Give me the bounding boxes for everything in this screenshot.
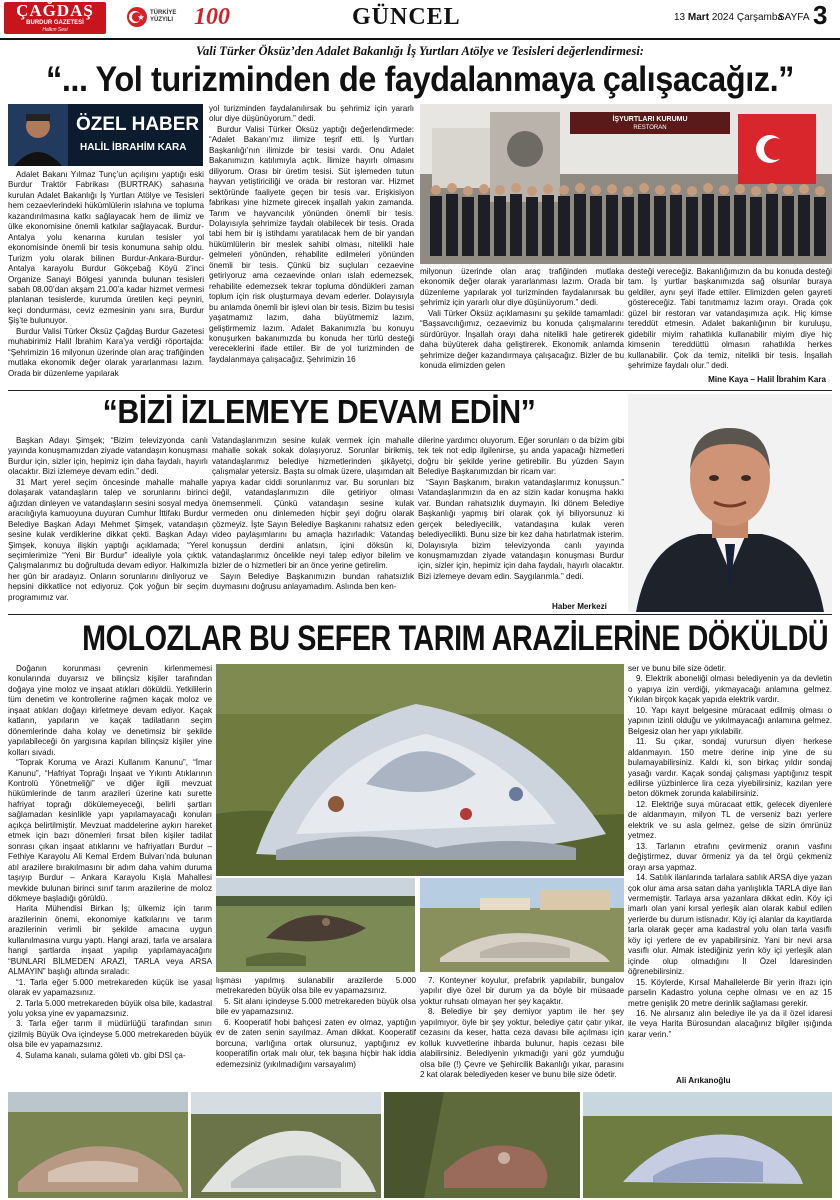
rubble-photo-bottom-2 [191, 1092, 381, 1198]
article3-column-3 [420, 976, 624, 1090]
badge-title: ÖZEL HABER [76, 114, 200, 135]
article2-col1b-text: 31 Mart yerel seçim öncesinde mahalle mahalle dolaşarak vatandaşların talep ve sorunlarını birinci ağızdan dinleyen ve vatandaşların sesini sosyal medya aracılığıyla kamuoyuna duyuran Cumhur İttifakı Burdur Belediye Başkan Adayı Mehmet Şimşek, vatandaşın sesine kulak verdiklerine dikkat çekti. Başkan Adayı Şimşek, konuya ilişkin yaptığı açıklamada; “Yerel seçimlerimize “Yeni Bir Burdur” idealiyle yola çıktık. Çalışmalarımız bu doğrultuda devam ediyor. Halkımızla her gün bir aradayız. Onların sorunlarını dinliyoruz ve hepsini dikkatlice not ediyoruz. Çok yoğun bir seçim programımız var. [8, 477, 208, 602]
article3-col1f-text: 3. Tarla eğer tarım il müdürlüğü tarafından sınırı çizilmiş Büyük Ova içindeyse 5.000 metrekareden büyük olsa bile ev yapamazsınız. [8, 1019, 212, 1050]
photo-sign-text: İŞYURTLARI KURUMU [612, 116, 688, 123]
article1-col2-text: yol turizminden faydalanılırsak bu şehrimiz için yararlı olur diye düşünüyorum.” dedi. [209, 104, 414, 124]
century-logo [194, 3, 248, 33]
date-weekday: Çarşamba [736, 12, 783, 23]
article3-col4b-text: 9. Elektrik aboneliği olması belediyenin ya da devletin o yapıya izin verdiği, yıkmayacağı anlamına gelmez. Yıkılan birçok kaçak yapıda elektrik vardır. [628, 674, 832, 705]
article3-col4g-text: 14. Satılık ilanlarında tarlalara satılık ARSA diye yazan çok olur ama arsa satan daha yanlışlıkla TARLA diye ilan vermemiştir. Tarlaya arsa yazanlara dikkat edin. Köy içi imarlı olan yani kırsal yerleşik alan olarak kabul edilen yerlerde bu durum istisnadır. Köy içi alanlar da kayıtlarda tarla olarak geçer ama kadastral yolu olan tarla vasıflı köy içi yerlere de ev yapabilirsiniz. Yani bir nevi arsa vasıflı olur. Almak istediğiniz yerin köy içi yerleşik alan içinde olup olmadığını İl Özel İdaresinden öğrenebilirsiniz. [628, 873, 832, 977]
article1-column-3 [420, 267, 624, 387]
article3-col4e-text: 12. Elektriğe suya müracaat ettik, gelecek diyenlere de aldanmayın, milyon TL de verseniz bazı yerlere elektrik ve su asla gelmez, gelse de sizin ömrünüz yetmez. [628, 799, 832, 841]
reporter-portrait-icon [8, 104, 68, 166]
article2-headline: “BİZİ İZLEMEYE DEVAM EDİN” [102, 393, 536, 430]
article3-col4c-text: 10. Yapı kayıt belgesine müracaat edilmiş olması o yapının izinli olduğu ve yıkılmayacağı anlamına gelmez. Belgesiz olan her yapı yıkılabilir. [628, 705, 832, 736]
rubble-photo-main [216, 664, 624, 876]
article3-col2b-text: 5. Sit alanı içindeyse 5.000 metrekareden büyük olsa bile ev yapamazsınız. [216, 996, 416, 1017]
article3-col2-text: lışması yapılmış sulanabilir arazilerde 5.000 metrekareden büyük olsa bile ev yapamazsınız. [216, 976, 416, 996]
article1-col3b-text: Vali Türker Öksüz açıklamasını şu şekilde tamamladı: “Başsavcılığımız, cezaevimiz bu konuda çalışmalarını sürdürüyor. İnşallah orayı daha nitelikli hale getirerek daha büyüterek daha geliştirerek. Ekonomik anlamda şehrimize değer kazandırmaya çalışacağız. Bizler de bu konuda elimizden gelen [420, 308, 624, 371]
article1-signature: Mine Kaya – Halil İbrahim Kara [708, 375, 826, 384]
article2-col3-text: dilerine yardımcı oluyorum. Eğer sorunları o da bizim gibi tek tek not edip ilgilenirse, şu anda yapacağı hizmetleri doğru bir şekilde yerine getirebilir. Bu yüzden Sayın Belediye Başkanımızdan bir ricam var: [418, 436, 624, 477]
photo-sign-text-2: RESTORAN [633, 125, 667, 131]
article3-col1g-text: 4. Sulama kanalı, sulama göleti vb. gibi DSİ ça- [16, 1050, 186, 1060]
article3-col3b-text: 8. Belediye bir şey demiyor yaptım ile her şey yapılmıyor, öyle bir şey yoktur, belediye çatır çatır yıkar, cezasını da keser, hatta ceza davası bile açılması için kolluk kuvvetlerine ihbarda bulunur, hapis cezası bile alabilirsiniz. Belediyenin yıkmadığı yani göz yumduğu olsa bile (!) Çevre ve Şehircilik Bakanlığı yıkar, parasını 2 kat olarak belediyeden keser ve bunu bile size ödetir. [420, 1007, 624, 1080]
article2-column-1 [8, 436, 208, 612]
article3-col4d-text: 11. Su çıkar, sondaj vurursun diyen herkese aldanmayın. 150 metre derine inip yine de su bulamayabilirsiniz. Kaldı ki, son birkaç yıldır sondaj yasağı vardır. Kaçak sondaj çalışması yaptığınız tespit edilirse yüzbinlerce lira ceza yiyebilirsiniz, kazılan yere beton dökmek zorunda kalabilirsiniz. [628, 737, 832, 799]
badge-author: HALİL İBRAHİM KARA [80, 142, 187, 153]
article1-col4-text: desteği vereceğiz. Bakanlığımızın da bu konuda desteği tam. İş yurtlar başkanımızda sağ olsunlar buraya geldiler, aynı şeyi ifade ettiler. Elimizden gelen gayreti göstereceğiz. Tabi tanıtmamız lazım orayı. Orada çok güzel bir restoran var vatandaşımıza açık. Hiç kimse tereddüt etmesin. Adalet bakanlığının bir kuruluşu, gidebilir miyim rahatlıkla kullanabilir miyim diye hiç kimsenin tereddüttü olmasın rahatlıkla herkes kullanabilir. Çok da temiz, nitelikli bir tesis. İnşallah şehrimize faydalı olur.” dedi. [628, 267, 832, 371]
page-label: SAYFA [778, 12, 810, 23]
article3-column-4 [628, 664, 832, 1074]
logo-sub: BURDUR GAZETESİ [26, 20, 84, 26]
article3-col4h-text: 15. Köylerde, Kırsal Mahallelerde Bir yerin ifrazı için parselin Kadastro yoluna cephe olması ve en az 15 metre genişlik 20 metre derinlik sağlaması gerekir. [628, 977, 832, 1008]
article3-col4-text: ser ve bunu bile size ödetir. [628, 664, 727, 673]
article1-kicker: Vali Türker Öksüz’den Adalet Bakanlığı İş Yurtları Atölye ve Tesisleri değerlendirmesi: [196, 44, 644, 58]
article2-col2b-text: Sayın Belediye Başkanımızın bundan rahatsızlık duymasını doğrusu anlayamadım. Aslında ben ken- [212, 571, 414, 592]
article3-col1e-text: 2. Tarla 5.000 metrekareden büyük olsa bile, kadastral yolu yoksa yine ev yapamazsınız. [8, 998, 212, 1018]
article1-column-2 [209, 104, 414, 387]
date-year: 2024 [711, 12, 735, 23]
article3-col4i-text: 16. Ne alırsanız alın belediye ile ya da il özel idaresi ile veya Harita Bürosundan alacağınız bilgiler ışığında karar verin.” [628, 1008, 832, 1039]
logo-tag: Halkın Sesi [42, 27, 68, 33]
article3-col1-text: Doğanın korunması çevrenin kirlenmemesi konularında duyarsız ve bilinçsiz kişiler tarafından doğaya yine moloz ve inşaat atıkları döküldü. Yetkililerin tüm denetim ve kontrollerine rağmen kaçak moloz ve inşaat atıkları doğayı kirletmeye devam ediyor. Kaçak katların, yapıların ve kaçak tadilatların seçim dönemlerinde daha kolay ve denetimsiz bir şekilde yapılabileceği ön yargısına kapılan bilinçsiz kişiler yine kolları sıvadı. [8, 664, 212, 757]
newspaper-logo [4, 2, 106, 34]
article1-column-1 [8, 170, 204, 387]
article2-signature: Haber Merkezi [552, 602, 607, 611]
date-day: 13 [674, 12, 686, 23]
divider [8, 390, 832, 391]
ceremony-photo [420, 104, 832, 264]
turkey-century-logo [126, 4, 190, 32]
article3-column-1 [8, 664, 212, 1090]
article1-col2b-text: Burdur Valisi Türker Öksüz yaptığı değerlendirmede: “Adalet Bakanı’mız ilimize teşrif etti. İş Yurtları Başkanlığı’nın ilimizde bir tesisi vardı. Onu Adalet Bakanımızın katılımıyla açtık. İlimize hayırlı olmasını diliyorum. Orası bir üretim tesisi. Süt işlemeden tutun hayvan yetiştiriciliği ve orada bir restoran var. Hizmet sektöründe faaliyete geçen bir tesis var. Erişkisiyon fabrikası yine hizmete girecek inşallah yakın zamanda. Tarım ve hayvancılık yönünden önemli bir tesis. Dolayısıyla şehrimize faydalı olabilecek bir tesis. Orada tabi hem bir iş istihdamı yaratılacak hem de bir yandan hükümlülerin bir meslek sahibi olması, nitelikli hale gelmeleri yönünden, rehabilite edilmeleri yönünden önemli bir tesis. Çünkü biz suçluları cezaevine getiriyoruz ama cezaevinde onları ıslah edemezsek, rehabilite edemezsek tekrar topluma döndükleri zaman toplum için risk oluşturmaya devam ederler. Dolayısıyla bu anlamda önemli bir işlevi olan bir tesis. Bizim bu tesisi yaşatmamız lazım, daha büyütmemiz lazım, geliştirmemiz lazım. Adalet Bakanımızla bu konuyu konuşurken bakanımızda bu konuda her türlü desteği vereceklerini ifade ettiler. Bir de yol turizminden de faydalanmaya çalışacağız. Şehrimizin 16 [209, 124, 414, 364]
candidate-portrait-photo [628, 394, 832, 612]
article3-col4f-text: 13. Tarlanın etrafını çevirmeniz oranın vasfını değiştirmez, duvar örmeniz ya da tel örgü çekmeniz orayı arsa yapmaz. [628, 841, 832, 872]
rubble-photo-field-right [420, 878, 624, 972]
article1-col3-text: milyonun üzerinde olan araç trafiğinden mutlaka ekonomik değer olarak yararlanması lazım. Orada bir düzenleme yapılarak yol turizminden faydalanırsak bu şehrimiz için yararlı olur diye düşünüyorum.” dedi. [420, 267, 624, 308]
divider [8, 614, 832, 615]
logo-name: ÇAĞDAŞ [16, 1, 94, 20]
masthead [0, 0, 840, 40]
rubble-photo-field-left [216, 878, 415, 972]
turkey-logo-icon [126, 6, 148, 28]
article3-col1b-text: “Toprak Koruma ve Arazi Kullanım Kanunu”, “İmar Kanunu”, “Hafriyat Toprağı İnşaat ve Yıkıntı Atıklarının Kontrolü Yönetmeliği” ve diğer ilgili mevzuat hükümlerinde de tarım arazileri üzerine katı surette hafriyat toprağı dökülemeyeceği, belirli şartları sağlamadan kesinlikle yapı yapılamayacağı konuları açıkça belirtilmiştir. Mevzuat maddelerine aykırı hareket etmek için bazı dönemleri fırsat bilen kişiler tadilat sonrası çıkan inşaat atıklarını ve hafriyatları Burdur – Fethiye Karayolu Ali Kemal Erdem Bulvarı’nda bulunan atıl arazilere bırakılmasını bir adım daha vahim duruma taşıyıp Burdur – Ankara Karayolu Kışla Mahallesi mevkide bulunan birinci sınıf tarım arazilerine de moloz dökmeye başladığı görüldü. [8, 758, 212, 903]
article3-col3-text: 7. Konteyner koyulur, prefabrik yapılabilir, bungalov yapılır diye özel bir durum ya da böyle bir müsaade yoktur ruhsatı olmayan her şey kaçaktır. [420, 976, 624, 1006]
section-title: GÜNCEL [352, 4, 461, 30]
article3-signature: Ali Arıkanoğlu [676, 1076, 731, 1085]
article1-column-4 [628, 267, 832, 375]
article2-col1-text: Başkan Adayı Şimşek; “Bizim televizyonda canlı yayında konuşmamızdan ziyade vatandaşın konuşması Burdur için, sizler için, hepimiz için daha faydalı, hayırlı olacaktır. Bizi izlemeye devam edin.” dedi. [8, 436, 208, 477]
article1-col1b-text: Burdur Valisi Türker Öksüz Çağdaş Burdur Gazetesi muhabirimiz Halil İbrahim Kara’ya verdiği röportajda: “Şehrimizin 16 milyonun üzerinde olan araç trafiğinden mutlaka ekonomik değer olarak yararlanması lazım. Orada bir düzenleme yapılarak [8, 326, 204, 378]
page-number: 3 [813, 0, 828, 30]
article2-column-2 [212, 436, 414, 612]
rubble-photo-bottom-1 [8, 1092, 188, 1198]
date-month: Mart [687, 12, 710, 23]
turkey-logo-text: TÜRKİYE YÜZYILI [150, 10, 177, 23]
article2-column-3 [418, 436, 624, 602]
article2-col3b-text: “Sayın Başkanım, bırakın vatandaşlarımız konuşsun.” Vatandaşlarımızın da en az sizin kadar konuşma hakkı var. Bundan rahatsızlık duymayın. İki dönem Belediye Başkanlığı yapmış biri olarak çok iyi biliyorsunuz ki gerçek belediyecilik, vatandaşına kulak veren belediyecilikti. Bunu size bir kez daha hatırlatmak isterim. Dolayısıyla bizim televizyonda canlı yayında konuşmamızdan ziyade vatandaşın konuşması Burdur için, sizler için, hepimiz için daha faydalı, hayırlı olacaktır. Bizi izlemeye devam edin. Saygılarımla.” dedi. [418, 477, 624, 581]
article1-headline: “... Yol turizminden de faydalanmaya çalışacağız.” [46, 60, 794, 99]
rubble-photo-bottom-3 [384, 1092, 580, 1198]
article2-col2-text: Vatandaşlarımızın sesine kulak vermek için mahalle mahalle sokak sokak dolaşıyoruz. Sorunlar birikmiş, vatandaşlarımız belediye hizmetlerinden şikâyetçi, çalışmalar yetersiz. Başta su olmak üzere, ulaşımdan alt yapıya kadar ciddi sorunlarımız var. Bu sorunları biz değil, vatandaşlarımızın dile getiriyor olması önemsenmeli. Çünkü vatandaşın sesine kulak vermeden onu dinlemeden hiçbir şeyi doğru olarak çözmeyiz. İşte Sayın Belediye Başkanını rahatsız eden video paylaşımlarını bu amaçla hazırladık: Vatandaş konuşsun derdini anlatsın, içini döksün ki, vatandaşlarımız öncelikle neyi talep ediyor bilelim ve bizler de o hizmetleri bir an önce yerine getirelim. [212, 436, 414, 571]
article3-headline: MOLOZLAR BU SEFER TARIM ARAZİLERİNE DÖKÜLDÜ [82, 619, 829, 658]
century-number: 100 [194, 4, 230, 30]
article3-column-2 [216, 976, 416, 1090]
article1-col1-text: Adalet Bakanı Yılmaz Tunç’un açılışını yaptığı eski Burdur Traktör Fabrikası (BURTRAK) sahasına kurulan Adalet Bakanlığı İş Yurtları Atölye ve Tesisleri hem cezaevlerindeki hükümlülerin ıslahına ve topluma kazandırılmasına katkı sağlayacak hem de ilimiz ve ülke ekonomisine önemli katkılar sağlayacak. Burdur-Antalya yolu kenarına kurulan tesisler yol ekonomisinde önemli bir tesis konumuna sahip oldu. Turizm yolu olarak bilinen Burdur-Ankara-Burdur-Antalya karayolu Burdur Gökçebağ Köyü 2’inci Organize Sanayi Bölgesi yanında bulunan tesisleri sabah 08.00’dan akşam 21.00’a kadar hizmet vermesi planlanan tesislerde, kurumda üretilen keçi peyniri, keçi dondurması, ceviz ezmesinin yanı sıra, Burdur Şiş’te bulunuyor. [8, 170, 204, 326]
rubble-photo-bottom-4 [583, 1092, 832, 1198]
ozel-haber-badge [8, 104, 203, 166]
article3-col1c-text: Harita Mühendisi Birkan İş; ülkemiz için tarım arazilerinin önemi, ekonomiye katkılarını ve tarım arazilerinin verimli bir şekilde amacına uygun kullanılmasına vurgu yaptı. Hangi arazi, tarla ve arsalara hangi şartlarda inşaat yapılıp yapılamayacağını “BUNLARI BİLMEDEN ARAZİ, TARLA veya ARSA ALMAYIN” başlığı altında sıraladı: [8, 904, 212, 977]
article3-col2c-text: 6. Kooperatif hobi bahçesi zaten ev olmaz, yaptığın ev de zaten senin sayılmaz. Aman dikkat. Kooperatif borcuna, varlığına ortak olursunuz, yaptığınız ev kooperatifin ortak malı olur, tek başına hiçbir hak iddia edemezsiniz (yıkılmadığını varsayalım) [216, 1017, 416, 1069]
article3-col1d-text: “1. Tarla eğer 5.000 metrekareden küçük ise yasal olarak ev yapamazsınız. [8, 977, 212, 998]
issue-date [674, 12, 783, 24]
